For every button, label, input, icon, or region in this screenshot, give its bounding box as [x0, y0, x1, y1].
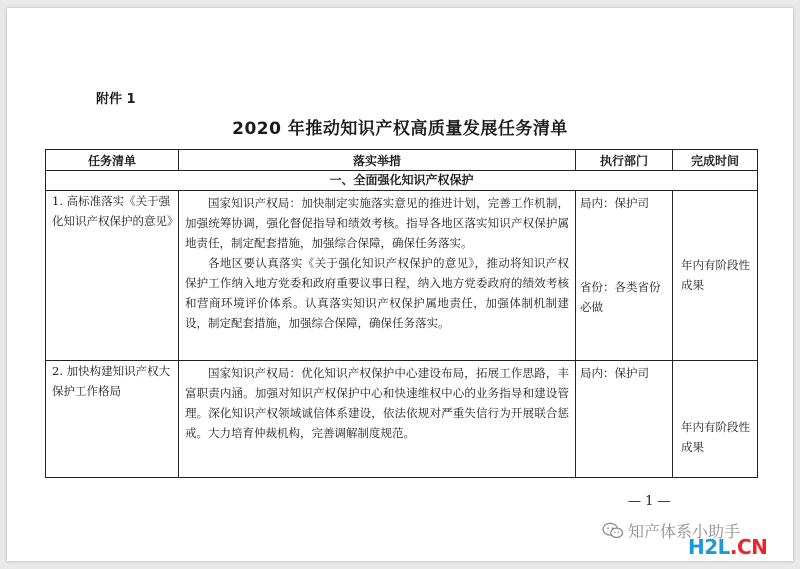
department-entry: 省份：各类省份必做	[580, 280, 661, 314]
measure-paragraph: 国家知识产权局：加快制定实施落实意见的推进计划，完善工作机制，加强统筹协调，强化督促指导和绩效考核。指导各地区落实知识产权保护属地责任，制定配套措施，加强综合保障，确保任务落实。	[185, 196, 569, 250]
department-entry: 局内：保护司	[580, 196, 649, 210]
task-department	[576, 361, 673, 478]
watermark-text: 知产体系小助手	[628, 522, 741, 541]
table-header-row	[46, 150, 758, 171]
header-department: 执行部门	[576, 150, 673, 171]
brand-h2l: H2L	[688, 535, 730, 559]
task-completion-time	[673, 191, 758, 361]
table-row	[46, 191, 758, 361]
header-measures: 落实举措	[179, 150, 576, 171]
section-title: 一、全面强化知识产权保护	[46, 171, 758, 191]
document-title: 2020 年推动知识产权高质量发展任务清单	[232, 119, 568, 139]
header-task-list: 任务清单	[46, 150, 179, 171]
department-entry: 局内：保护司	[580, 366, 649, 380]
measure-paragraph: 国家知识产权局：优化知识产权保护中心建设布局，拓展工作思路，丰富职责内涵。加强对知识产权保护中心和快速维权中心的业务指导和建设管理。深化知识产权领域诚信体系建设，依法依规对严重失信行为开展联合惩戒。大力培育仲裁机构，完善调解制度规范。	[185, 366, 569, 440]
brand-logo	[688, 535, 767, 559]
completion-text: 年内有阶段性成果	[681, 258, 750, 292]
brand-cn: .CN	[729, 535, 768, 559]
task-department	[576, 191, 673, 361]
wechat-icon	[602, 522, 624, 540]
task-completion-time	[673, 361, 758, 478]
task-name: 2. 加快构建知识产权大保护工作格局	[46, 361, 179, 478]
attachment-label: 附件 1	[96, 92, 136, 107]
completion-text: 年内有阶段性成果	[681, 420, 750, 454]
task-table	[45, 149, 758, 478]
task-measures	[179, 361, 576, 478]
table-row	[46, 361, 758, 478]
page-number: — 1 —	[628, 494, 671, 509]
task-measures	[179, 191, 576, 361]
header-completion-time: 完成时间	[673, 150, 758, 171]
measure-paragraph: 各地区要认真落实《关于强化知识产权保护的意见》，推动将知识产权保护工作纳入地方党委和政府重要议事日程，纳入地方党委政府的绩效考核和营商环境评价体系。认真落实知识产权保护属地责任，加强体制机制建设，制定配套措施，加强综合保障，确保任务落实。	[185, 256, 569, 330]
task-name: 1. 高标准落实《关于强化知识产权保护的意见》	[46, 191, 179, 361]
section-row	[46, 171, 758, 191]
